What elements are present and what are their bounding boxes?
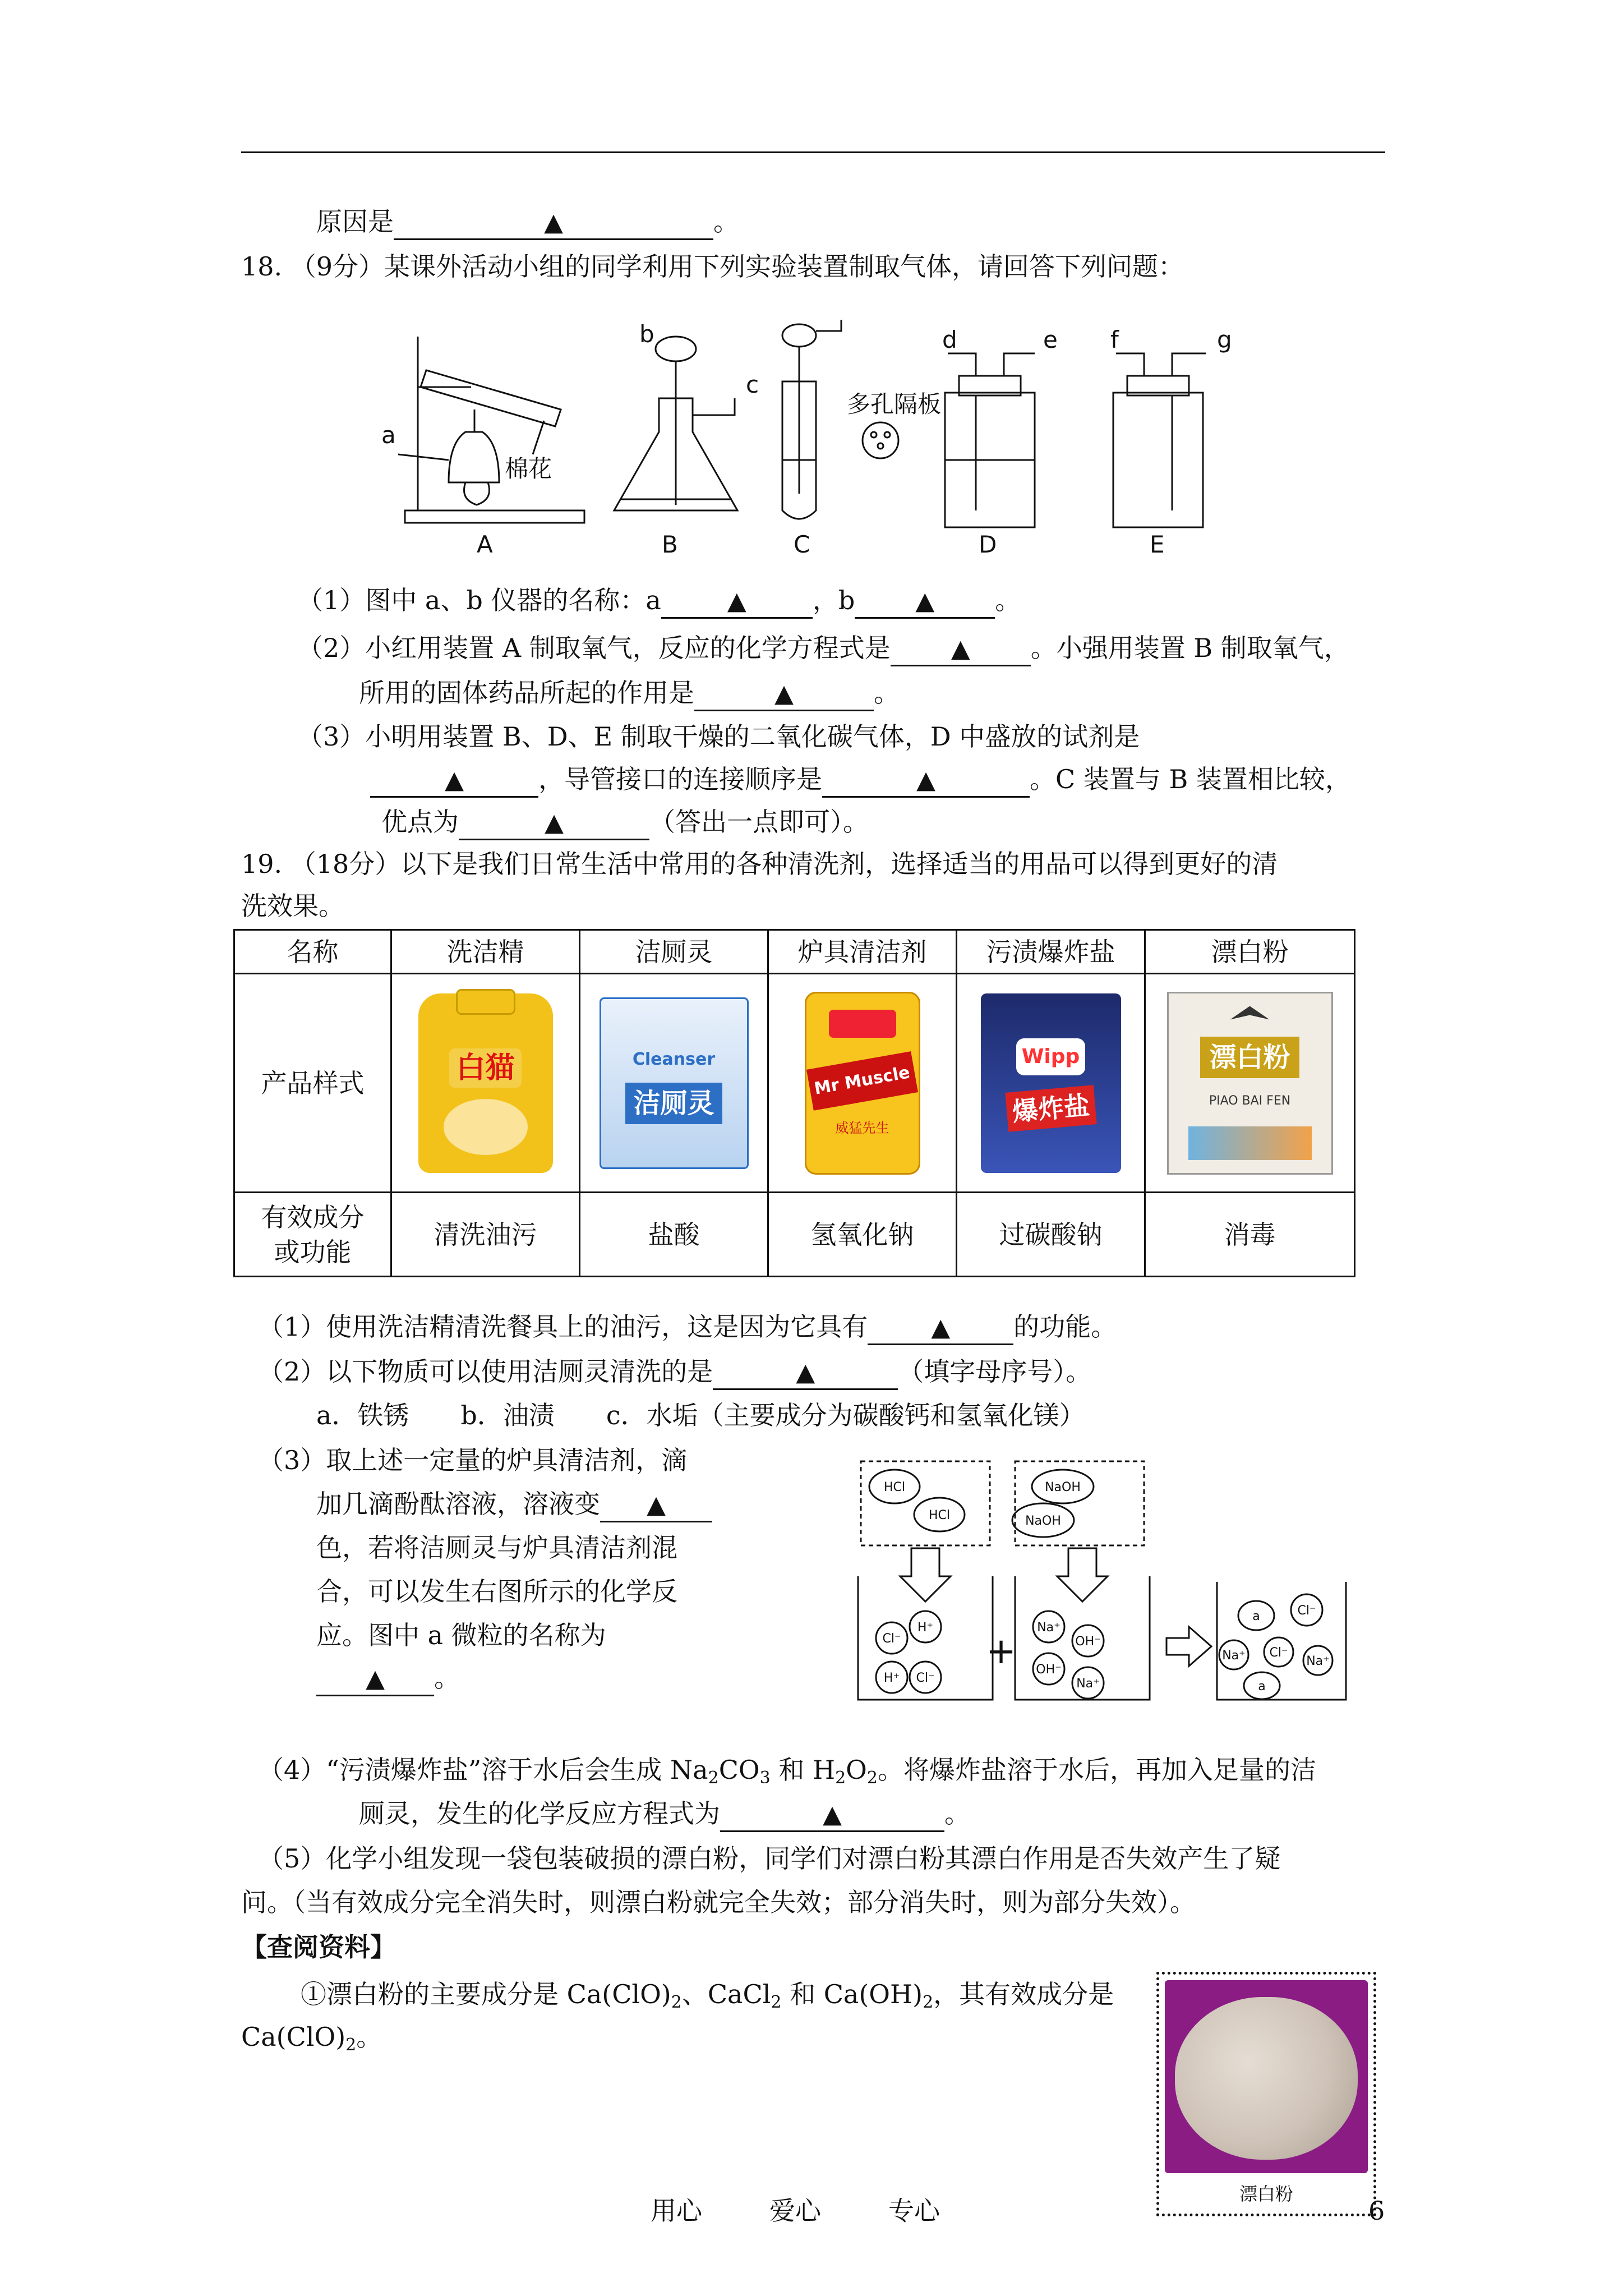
q19-stem-line2: 洗效果。 [241,891,344,921]
q19-p1: （1）使用洗洁精清洗餐具上的油污，这是因为它具有 ▲ 的功能。 [258,1307,1117,1346]
q19-p2-options: a．铁锈 b．油渍 c．水垢（主要成分为碳酸钙和氢氧化镁） [316,1400,1085,1430]
answer-blank[interactable] [720,1798,944,1832]
label-E: E [1150,531,1165,558]
q18-p3-line3: 优点为 ▲ （答出一点即可）。 [381,802,869,841]
answer-blank[interactable] [868,1311,1013,1345]
blank-triangle-icon: ▲ [931,1313,951,1342]
label-a: a [381,421,396,449]
q19-stem-line1: 19. （18分）以下是我们日常生活中常用的各种清洗剂，选择适当的用品可以得到更好的清 [241,849,1278,879]
bleaching-powder-bag-image: 漂白粉 PIAO BAI FEN [1167,992,1333,1175]
label-C: C [794,531,810,558]
label-c: c [746,371,759,398]
svg-text:Na⁺: Na⁺ [1222,1649,1246,1663]
answer-blank[interactable] [394,206,713,240]
q19-p4: （4）“污渍爆炸盐”溶于水后会生成 $Na_2CO_3$ 和 $H_2O_2$。将爆炸盐溶于水后，再加入足量的洁 [258,1755,1316,1788]
cleaner-table [233,929,1355,1277]
q19-p5-line2: 问。（当有效成分完全消失时，则漂白粉就完全失效；部分消失时，则为部分失效）。 [241,1887,1196,1917]
answer-blank[interactable] [600,1488,712,1522]
product-image-cell [768,974,957,1193]
powder-image [1165,1980,1368,2173]
function-cell: 盐酸 [580,1193,768,1277]
q17-tail: 原因是 ▲ 。 [316,202,739,241]
blank-triangle-icon: ▲ [445,766,464,794]
q19-p5-line1: （5）化学小组发现一袋包装破损的漂白粉，同学们对漂白粉其漂白作用是否失效产生了疑 [258,1843,1281,1874]
answer-blank[interactable] [661,585,813,619]
product-image-cell [1145,974,1355,1193]
answer-blank[interactable] [855,585,995,619]
svg-text:HCl: HCl [883,1480,906,1494]
q18-p3-line1: （3）小明用装置 B、D、E 制取干燥的二氧化碳气体，D 中盛放的试剂是 [297,721,1140,752]
reference-item1-line2: $Ca(ClO)_2$。 [241,2022,382,2055]
function-cell: 清洗油污 [391,1193,580,1277]
q19-p3-line3: 色，若将洁厕灵与炉具清洁剂混 [316,1533,677,1563]
apparatus-b [614,337,737,510]
apparatus-c [782,320,898,519]
svg-text:Cl⁻: Cl⁻ [1297,1604,1316,1618]
q19-p3-line2: 加几滴酚酞溶液，溶液变 ▲ [316,1484,712,1524]
svg-text:H⁺: H⁺ [883,1671,900,1685]
label-cotton: 棉花 [505,455,552,482]
svg-text:Na⁺: Na⁺ [1037,1621,1061,1635]
product-image-cell [391,974,580,1193]
q18-p2: （2）小红用装置 A 制取氧气，反应的化学方程式是 ▲ 。小强用装置 B 制取氧气， [297,628,1350,668]
label-A: A [477,531,493,558]
header-rule [241,151,1385,153]
answer-blank[interactable] [822,763,1030,798]
svg-text:NaOH: NaOH [1025,1514,1061,1528]
name-cell: 漂白粉 [1145,930,1355,974]
reaction-diagram [852,1453,1352,1705]
q17-prefix: 原因是 [316,206,394,237]
q19-p2: （2）以下物质可以使用洁厕灵清洗的是 ▲ （填字母序号）。 [258,1352,1091,1391]
svg-text:Cl⁻: Cl⁻ [882,1632,901,1646]
svg-text:OH⁻: OH⁻ [1036,1663,1062,1677]
answer-blank[interactable] [891,632,1031,666]
label-D: D [979,531,997,558]
answer-blank[interactable] [316,1662,434,1696]
svg-text:OH⁻: OH⁻ [1075,1635,1101,1649]
blank-triangle-icon: ▲ [796,1358,815,1387]
dish-soap-bottle-image: 白猫 [418,993,553,1173]
function-cell: 氢氧化钠 [768,1193,957,1277]
answer-blank[interactable] [694,677,874,711]
name-cell: 洗洁精 [391,930,580,974]
svg-text:H⁺: H⁺ [917,1621,934,1635]
oxygen-bleach-bag-image: Wipp 爆炸盐 [981,993,1121,1173]
label-g: g [1217,326,1232,353]
row-label-function: 有效成分 或功能 [234,1193,391,1277]
spray-cleaner-image: Mr Muscle 威猛先生 [805,992,920,1175]
svg-text:NaOH: NaOH [1045,1480,1081,1494]
q19-p3-line6: ▲ 。 [316,1658,460,1697]
bleaching-powder-photo [1156,1972,1376,2216]
page-number: 6 [1368,2196,1385,2226]
svg-text:Na⁺: Na⁺ [1076,1677,1100,1691]
q18-p1: （1）图中 a、b 仪器的名称：a ▲ ，b ▲ 。 [297,581,1021,620]
answer-blank[interactable] [459,806,649,840]
label-d: d [942,326,957,353]
row-label-style: 产品样式 [234,974,391,1193]
svg-text:HCl: HCl [928,1508,951,1522]
row-label-name: 名称 [234,930,391,974]
label-f: f [1110,326,1119,353]
footer-motto: 用心 爱心 专心 [651,2196,940,2226]
q19-p4-line2: 厕灵，发生的化学反应方程式为 ▲ 。 [359,1794,970,1833]
function-cell: 过碳酸钠 [957,1193,1145,1277]
svg-text:Cl⁻: Cl⁻ [916,1671,935,1685]
answer-blank[interactable] [370,763,538,798]
product-image-cell [580,974,768,1193]
blank-triangle-icon: ▲ [774,679,794,708]
name-cell: 污渍爆炸盐 [957,930,1145,974]
blank-triangle-icon: ▲ [366,1664,385,1693]
function-cell: 消毒 [1145,1193,1355,1277]
answer-blank[interactable] [713,1356,898,1390]
blank-triangle-icon: ▲ [544,208,563,237]
apparatus-a [398,337,584,523]
label-B: B [662,531,678,558]
apparatus-e [1113,353,1206,527]
q18-stem: 18. （9分）某课外活动小组的同学利用下列实验装置制取气体，请回答下列问题： [241,251,1184,282]
svg-text:a: a [1252,1609,1260,1623]
name-cell: 洁厕灵 [580,930,768,974]
photo-caption: 漂白粉 [1239,2183,1293,2205]
blank-triangle-icon: ▲ [727,587,746,615]
apparatus-d [945,353,1035,527]
toilet-cleaner-bag-image: Cleanser 洁厕灵 [600,997,749,1169]
reference-item1: ①漂白粉的主要成分是 $Ca(ClO)_2$、CaCl$_2$ 和 $Ca(OH)_2$，其有效成分是 [301,1979,1114,2012]
q18-p2-line2: 所用的固体药品所起的作用是 ▲ 。 [359,673,900,712]
product-image-cell [957,974,1145,1193]
q19-p3-line4: 合，可以发生右图所示的化学反 [316,1576,677,1607]
svg-text:Cl⁻: Cl⁻ [1269,1646,1288,1660]
blank-triangle-icon: ▲ [916,766,935,794]
apparatus-figure [365,314,1273,561]
blank-triangle-icon: ▲ [823,1800,842,1829]
svg-text:Na⁺: Na⁺ [1306,1654,1330,1668]
blank-triangle-icon: ▲ [915,587,935,615]
label-e: e [1043,326,1058,353]
svg-text:a: a [1258,1680,1266,1694]
q18-p3-line2: ▲ ，导管接口的连接顺序是 ▲ 。C 装置与 B 装置相比较， [370,760,1351,799]
label-b: b [639,320,654,348]
label-porous-plate: 多孔隔板 [847,390,942,418]
q19-p3-line1: （3）取上述一定量的炉具清洁剂，滴 [258,1445,688,1475]
reference-heading: 【查阅资料】 [241,1932,396,1962]
blank-triangle-icon: ▲ [647,1490,666,1519]
svg-text:+: + [986,1631,1016,1672]
name-cell: 炉具清洁剂 [768,930,957,974]
blank-triangle-icon: ▲ [545,808,564,837]
blank-triangle-icon: ▲ [951,634,970,663]
q19-p3-line5: 应。图中 a 微粒的名称为 [316,1620,606,1650]
